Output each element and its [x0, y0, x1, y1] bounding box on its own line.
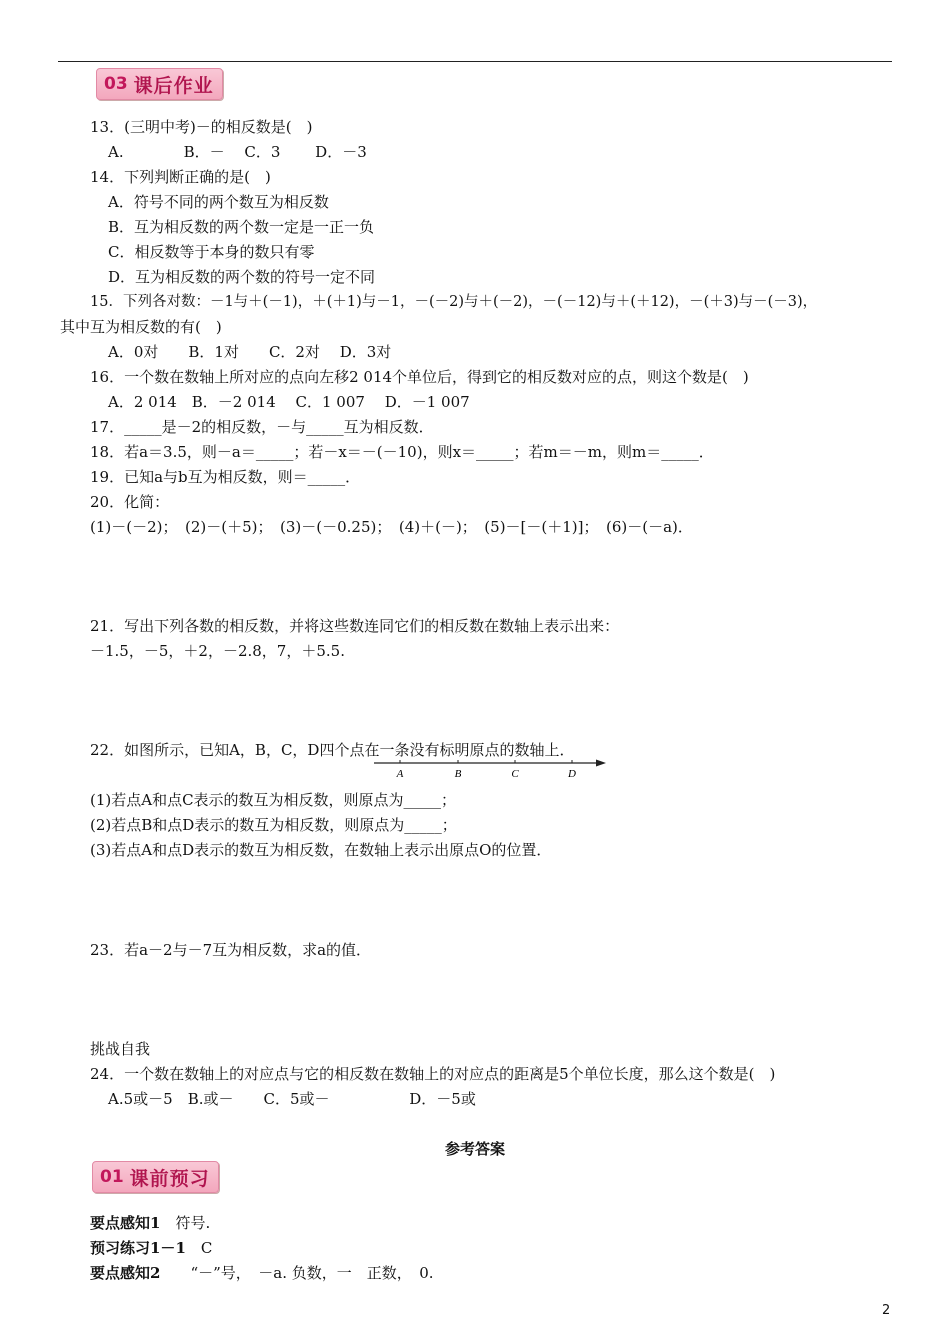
question-17: 17．_____是－2的相反数，－与_____互为相反数． — [90, 418, 434, 436]
section-badge-homework — [96, 68, 223, 100]
question-22: 22．如图所示，已知A，B，C，D四个点在一条没有标明原点的数轴上． — [90, 741, 575, 759]
question-23: 23．若a－2与－7互为相反数，求a的值． — [90, 941, 372, 959]
q22-part-2: (2)若点B和点D表示的数互为相反数，则原点为_____； — [90, 816, 457, 834]
axis-label-a: A — [396, 768, 404, 780]
q22-part-3: (3)若点A和点D表示的数互为相反数，在数轴上表示出原点O的位置． — [90, 841, 552, 859]
question-16: 16．一个数在数轴上所对应的点向左移2 014个单位后，得到它的相反数对应的点，则这个数是( ) — [90, 368, 749, 386]
question-21: 21．写出下列各数的相反数，并将这些数连同它们的相反数在数轴上表示出来： — [90, 617, 620, 635]
section-title: 课前预习 — [129, 1167, 210, 1190]
question-15-cont: 其中互为相反数的有( ) — [60, 318, 222, 336]
answers-title: 参考答案 — [444, 1140, 505, 1158]
answer-label: 预习练习1－1 — [90, 1239, 186, 1257]
q15-options: A．0对 B．1对 C．2对 D．3对 — [108, 343, 392, 361]
number-line-figure — [372, 757, 608, 781]
q22-part-1: (1)若点A和点C表示的数互为相反数，则原点为_____； — [90, 791, 457, 809]
answer-text: “－”号， －a. 负数，一 正数， 0. — [160, 1264, 434, 1282]
axis-label-c: C — [511, 768, 519, 780]
answer-text: C — [185, 1239, 213, 1257]
section-number: 03 — [104, 74, 128, 94]
q24-options: A.5或－5 B.或－ C．5或－ D．－5或 — [108, 1090, 476, 1108]
question-18: 18．若a＝3.5，则－a＝_____；若－x＝－(－10)，则x＝_____；若m＝－m，则m＝_____． — [90, 443, 714, 461]
top-rule — [58, 61, 892, 62]
answer-text: 符号. — [160, 1214, 211, 1232]
answer-2 — [90, 1238, 212, 1258]
question-13: 13．(三明中考)－的相反数是( ) — [90, 118, 313, 136]
answer-1 — [90, 1213, 210, 1233]
axis-label-b: B — [454, 768, 462, 780]
q13-options: A. B．－ C．3 D．－3 — [108, 143, 367, 161]
q21-numbers: －1.5，－5，＋2，－2.8，7，＋5.5. — [90, 642, 345, 660]
q20-items: (1)－(－2)； (2)－(＋5)； (3)－(－0.25)； (4)＋(－)； (5)－[－(＋1)]； (6)－(－a)． — [90, 518, 693, 536]
challenge-heading: 挑战自我 — [90, 1040, 151, 1058]
question-24: 24．一个数在数轴上的对应点与它的相反数在数轴上的对应点的距离是5个单位长度，那么这个数是( ) — [90, 1065, 776, 1083]
axis-label-d: D — [568, 768, 576, 780]
section-title: 课后作业 — [133, 74, 214, 97]
q16-options: A．2 014 B．－2 014 C．1 007 D．－1 007 — [108, 393, 470, 411]
q14-option-a: A．符号不同的两个数互为相反数 — [108, 193, 329, 211]
q14-option-b: B．互为相反数的两个数一定是一正一负 — [108, 218, 375, 236]
q14-option-c: C．相反数等于本身的数只有零 — [108, 243, 315, 261]
page-number: 2 — [882, 1303, 891, 1318]
question-20: 20．化简： — [90, 493, 170, 511]
question-15: 15．下列各对数：－1与＋(－1)，＋(＋1)与－1，－(－2)与＋(－2)，－(－12)与＋(＋12)，－(＋3)与－(－3)， — [90, 294, 818, 310]
answer-3 — [90, 1263, 434, 1283]
question-19: 19．已知a与b互为相反数，则＝_____． — [90, 468, 361, 486]
question-14: 14．下列判断正确的是( ) — [90, 168, 271, 186]
number-line-arrow — [596, 760, 606, 767]
section-badge-preview — [92, 1161, 219, 1193]
answer-label: 要点感知2 — [90, 1264, 161, 1282]
answer-label: 要点感知1 — [90, 1214, 161, 1232]
section-number: 01 — [100, 1167, 124, 1187]
q14-option-d: D．互为相反数的两个数的符号一定不同 — [108, 268, 376, 286]
